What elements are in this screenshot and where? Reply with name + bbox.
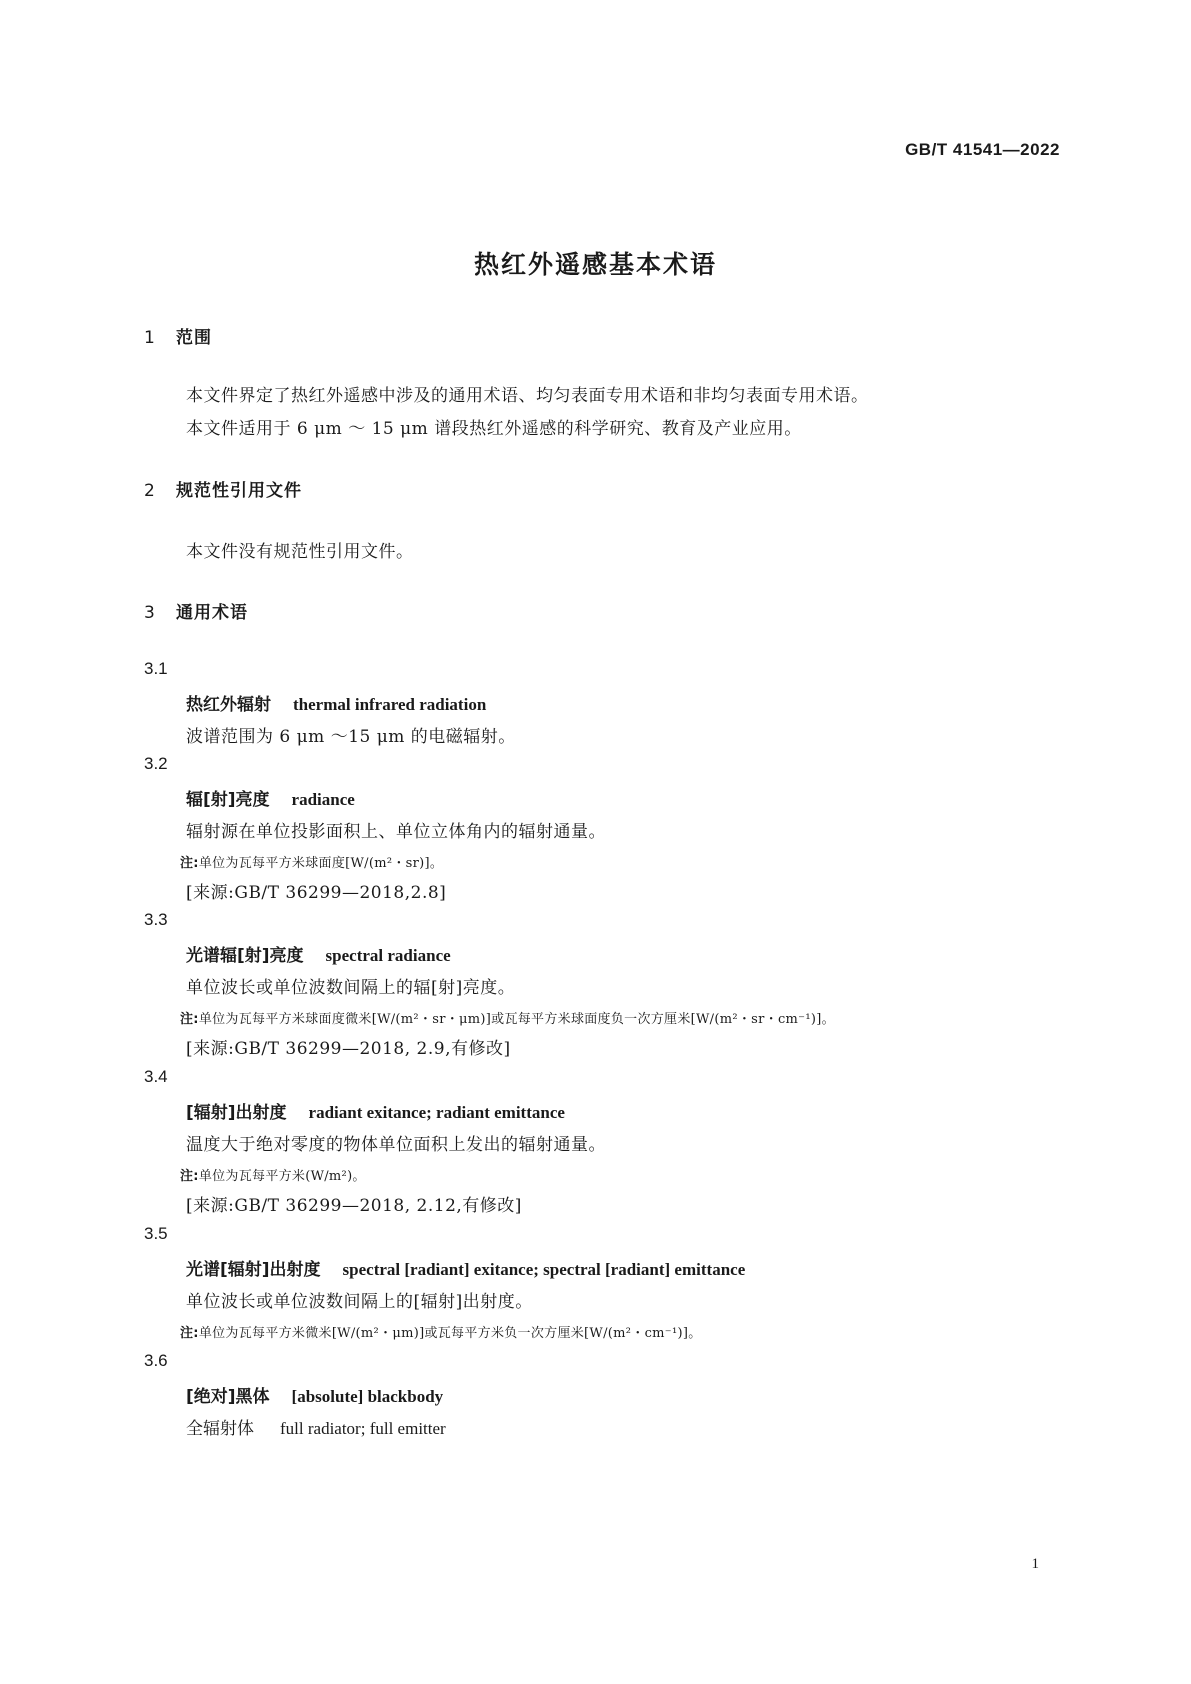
term-definition: 温度大于绝对零度的物体单位面积上发出的辐射通量。: [186, 1135, 606, 1155]
term-synonym: [186, 1414, 446, 1439]
term-number: 3.2: [144, 754, 168, 773]
term-zh: 光谱[辐射]出射度: [186, 1260, 321, 1280]
term-zh: [辐射]出射度: [186, 1103, 287, 1123]
term-note: [180, 1008, 835, 1027]
term-en: spectral radiance: [325, 946, 451, 965]
section-title: 通用术语: [176, 603, 248, 623]
section-title: 范围: [176, 328, 212, 348]
note-label: 注:: [180, 1169, 199, 1184]
term-note: [180, 1165, 366, 1184]
note-text: 单位为瓦每平方米(W/m²)。: [198, 1169, 366, 1184]
term-number: 3.5: [144, 1224, 168, 1243]
section-number: 2: [144, 481, 156, 501]
scope-paragraph-2: 本文件适用于 6 μm ～ 15 μm 谱段热红外遥感的科学研究、教育及产业应用。: [186, 419, 802, 439]
term-definition: 单位波长或单位波数间隔上的辐[射]亮度。: [186, 978, 516, 998]
term-heading: [186, 941, 451, 966]
synonym-zh: 全辐射体: [186, 1419, 254, 1439]
term-source: [来源:GB/T 36299—2018, 2.9,有修改]: [186, 1039, 511, 1059]
term-zh: 光谱辐[射]亮度: [186, 946, 304, 966]
section-1-heading: [144, 323, 212, 348]
note-text: 单位为瓦每平方米球面度微米[W/(m²・sr・μm)]或瓦每平方米球面度负一次方厘米[W/(m²・sr・cm⁻¹)]。: [198, 1012, 835, 1027]
term-zh: 热红外辐射: [186, 695, 271, 715]
term-heading: [186, 1255, 745, 1280]
document-title: 热红外遥感基本术语: [473, 250, 717, 279]
term-definition: 波谱范围为 6 μm ～15 μm 的电磁辐射。: [186, 727, 516, 747]
term-source: [来源:GB/T 36299—2018, 2.12,有修改]: [186, 1196, 522, 1216]
term-zh: [绝对]黑体: [186, 1387, 270, 1407]
section-number: 1: [144, 328, 156, 348]
term-en: radiant exitance; radiant emittance: [308, 1103, 565, 1122]
section-number: 3: [144, 603, 156, 623]
term-number: 3.1: [144, 659, 168, 678]
synonym-en: full radiator; full emitter: [280, 1419, 446, 1438]
term-en: [absolute] blackbody: [291, 1387, 444, 1406]
note-text: 单位为瓦每平方米球面度[W/(m²・sr)]。: [198, 856, 444, 871]
page-number: 1: [1031, 1556, 1039, 1572]
note-label: 注:: [180, 1326, 199, 1341]
normative-paragraph: 本文件没有规范性引用文件。: [186, 542, 414, 562]
note-text: 单位为瓦每平方米微米[W/(m²・μm)]或瓦每平方米负一次方厘米[W/(m²・cm⁻¹)]。: [198, 1326, 702, 1341]
section-3-heading: [144, 598, 248, 623]
term-note: [180, 852, 443, 871]
note-label: 注:: [180, 856, 199, 871]
term-zh: 辐[射]亮度: [186, 790, 270, 810]
term-en: spectral [radiant] exitance; spectral [radiant] emittance: [342, 1260, 746, 1279]
term-source: [来源:GB/T 36299—2018,2.8]: [186, 883, 447, 903]
term-number: 3.3: [144, 910, 168, 929]
term-en: thermal infrared radiation: [293, 695, 487, 714]
term-heading: [186, 1098, 565, 1123]
term-heading: [186, 1382, 443, 1407]
term-heading: [186, 785, 355, 810]
term-number: 3.4: [144, 1067, 168, 1086]
term-en: radiance: [291, 790, 355, 809]
document-code: GB/T 41541—2022: [905, 140, 1060, 159]
term-heading: [186, 690, 486, 715]
scope-paragraph-1: 本文件界定了热红外遥感中涉及的通用术语、均匀表面专用术语和非均匀表面专用术语。: [186, 386, 869, 406]
term-definition: 辐射源在单位投影面积上、单位立体角内的辐射通量。: [186, 822, 606, 842]
note-label: 注:: [180, 1012, 199, 1027]
section-2-heading: [144, 476, 302, 501]
term-note: [180, 1322, 702, 1341]
section-title: 规范性引用文件: [176, 481, 302, 501]
term-definition: 单位波长或单位波数间隔上的[辐射]出射度。: [186, 1292, 533, 1312]
term-number: 3.6: [144, 1351, 168, 1370]
